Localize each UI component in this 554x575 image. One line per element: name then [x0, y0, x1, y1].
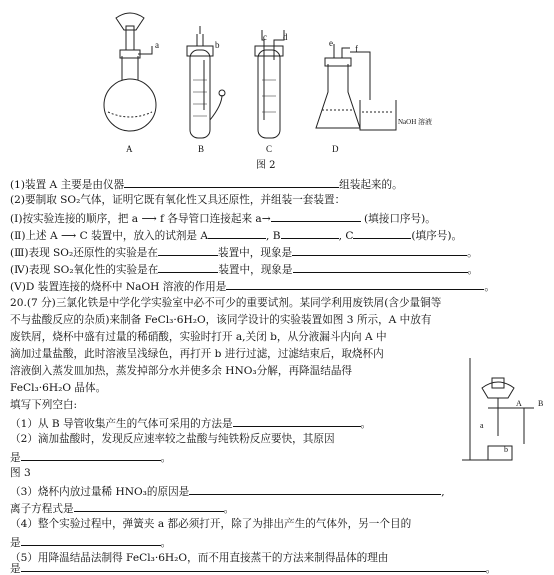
label-d: d — [283, 32, 288, 42]
s2a-line: （2）滴加盐酸时，发现反应速率较之盐酸与纯铁粉反应要快，其原因 — [10, 433, 335, 445]
label-apparatus-d: D — [332, 144, 339, 154]
fig3-caption: 图 3 — [10, 467, 31, 479]
apparatus-a — [104, 13, 156, 131]
fill-in-label: 填写下列空白: — [10, 399, 78, 411]
s5b-line: 是 。 — [10, 563, 497, 575]
label-apparatus-a: A — [126, 144, 133, 154]
q1-line: (1)装置 A 主要是由仪器 组装起来的。 — [10, 176, 403, 192]
q20-line-4: 滴加过量盐酸，此时溶液呈浅绿色，再打开 b 进行过滤，过滤结束后，取烧杯内 — [10, 348, 384, 360]
apparatus-c — [255, 30, 284, 138]
label-b: b — [215, 40, 220, 50]
s3a-line: （3）烧杯内放过量稀 HNO₃的原因是 , — [10, 483, 445, 499]
q2-line: (2)要制取 SO₂气体，证明它既有氧化性又具还原性，并组装一套装置： — [10, 194, 346, 206]
s4b-line: 是 。 — [10, 534, 171, 550]
label-apparatus-c: C — [266, 144, 273, 154]
q20-line-2: 不与盐酸反应的杂质)来制备 FeCl₃·6H₂O，该同学设计的实验装置如图 3 所示，A 中放有 — [10, 314, 432, 326]
fig3-label-small-a: a — [480, 421, 484, 430]
q2-i-line: (Ⅰ)按实验连接的顺序，把 a ⟶ f 各导管口连接起来 a→ (填接口序号)。 — [10, 210, 436, 226]
fig3-label-a: A — [516, 399, 522, 408]
s2b-line: 是 。 — [10, 449, 171, 465]
q2-v-line: (Ⅴ)D 装置连接的烧杯中 NaOH 溶液的作用是 。 — [10, 278, 495, 294]
figure-2-caption: 图 2 — [256, 160, 276, 171]
label-naoh: NaOH 溶液 — [398, 118, 433, 126]
label-f: f — [355, 44, 358, 54]
label-apparatus-b: B — [198, 144, 205, 154]
figure-3-apparatus — [452, 348, 552, 466]
fig3-label-small-b: b — [504, 445, 508, 454]
q2-ii-line: (Ⅱ)上述 A ⟶ C 装置中，放入的试剂是 A , B , C (填序号)。 — [10, 227, 462, 243]
s4a-line: （4）整个实验过程中，弹簧夹 a 都必须打开，除了为排出产生的气体外，另一个目的 — [10, 518, 412, 530]
label-e: e — [329, 38, 333, 48]
q2-iv-line: (Ⅳ)表现 SO₂氧化性的实验是在 装置中，现象是 。 — [10, 261, 478, 277]
q20-line-1: 20.(7 分)三氯化铁是中学化学实验室中必不可少的重要试剂。某同学利用废铁屑(含少量铜等 — [10, 297, 442, 309]
fig3-label-b: B — [538, 399, 544, 408]
q20-line-5: 溶液倒入蒸发皿加热，蒸发掉部分水并使多余 HNO₃分解，再降温结晶得 — [10, 365, 353, 377]
q20-line-3: 废铁屑，烧杯中盛有过量的稀硝酸，实验时打开 a,关闭 b，从分液漏斗内向 A 中 — [10, 331, 387, 343]
s1-line: （1）从 B 导管收集产生的气体可采用的方法是 。 — [10, 415, 371, 431]
apparatus-d — [316, 44, 396, 130]
figure-2-apparatus — [0, 0, 554, 170]
label-a: a — [155, 40, 159, 50]
label-c: c — [263, 32, 267, 42]
q2-iii-line: (Ⅲ)表现 SO₂还原性的实验是在 装置中，现象是 。 — [10, 244, 478, 260]
s5a-line: （5）用降温结晶法制得 FeCl₃·6H₂O，而不用直接蒸干的方法来制得晶体的理由 — [10, 552, 389, 564]
s3b-line: 离子方程式是 。 — [10, 500, 234, 516]
q20-line-6: FeCl₃·6H₂O 晶体。 — [10, 382, 107, 394]
